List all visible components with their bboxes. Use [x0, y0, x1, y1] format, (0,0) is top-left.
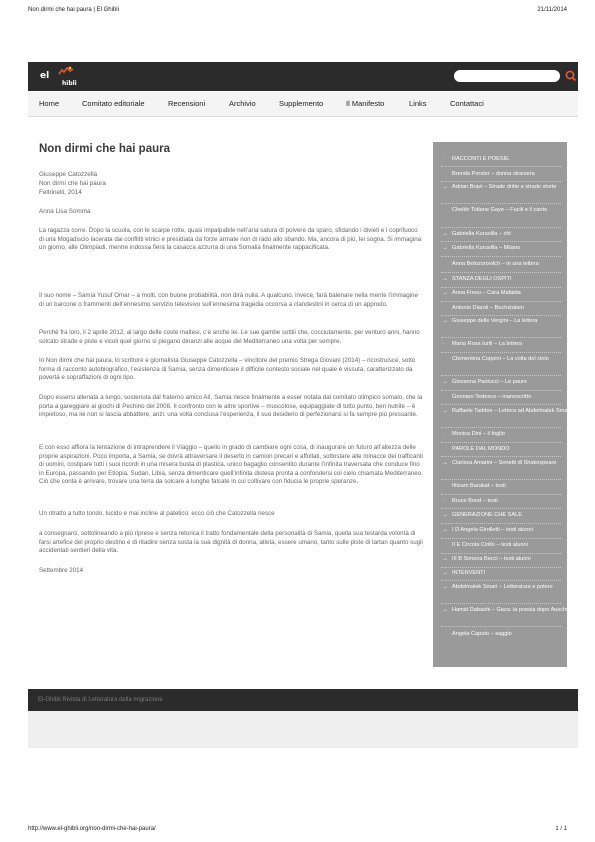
sidebar-item-label: Adrian Bravi – Strade dritte e strade storte: [452, 184, 557, 190]
sidebar-item-label: I D Angela Girolletti – testi alunni: [452, 527, 533, 533]
book-author: Giuseppe Catozzella: [39, 171, 98, 178]
sidebar-item[interactable]: [439, 446, 576, 453]
sidebar-item-label: Angela Caputo – saggio: [452, 631, 512, 637]
book-title: Non dirmi che hai paura: [39, 180, 106, 187]
sidebar-item-label: Bruce Bond – testi: [452, 498, 498, 504]
sidebar-item-label: Clementina Coppini – La volta del cielo: [452, 356, 549, 362]
sidebar-item[interactable]: [439, 379, 576, 386]
sidebar-item-label: II E Circola Cirillo – testi alunni: [452, 542, 528, 548]
sidebar-item-label: PAROLE DAL MONDO: [452, 446, 510, 452]
divider: [441, 166, 561, 167]
arrow-icon: →: [442, 245, 448, 251]
nav-recensioni[interactable]: Recensioni: [168, 99, 206, 108]
article-paragraph: a consegnarci, sottolineando a più riprese e senza retorica il tratto fondamentale della personalità di Samia, quella sua testarda volontà di farsi artefice del proprio destino e di ritadire senza sosta la sua dignità di donna, atleta, essere umano, tanto sulle piste di tartan quanto sugli accidentati sentieri della vita.: [39, 530, 423, 555]
sidebar-item[interactable]: [439, 356, 576, 363]
divider: [441, 375, 561, 376]
divider: [441, 287, 561, 288]
arrow-icon: →: [442, 512, 448, 518]
divider: [441, 567, 561, 568]
article-paragraph: La ragazza corre. Dopo la scuola, con le scarpe rotte, quasi impalpabile nell’aria satura di polvere da sparo, sfidando i divieti e i coprifuoco di una Mogadiscio lacerata dai conflitti etnici e presidiata da forze armate non di rado allo sbando. Ma, ancora di più, lei sogna. Si immagina un giorno, alle Olimpiadi, mentre indossa fiera la casacca azzurra di una Somalia finalmente rappacificata.: [39, 227, 422, 252]
sidebar-item[interactable]: [439, 556, 576, 563]
review-author: Anna Lisa Somma: [39, 208, 91, 215]
site-logo[interactable]: [40, 65, 84, 88]
sidebar-item-label: Anna Belozorovitch – in una lettera: [452, 261, 539, 267]
sidebar-item[interactable]: [439, 231, 576, 238]
bullet-icon: ·: [442, 341, 444, 347]
print-page-number: 1 / 1: [555, 826, 567, 832]
search-icon[interactable]: [564, 69, 578, 83]
sidebar-item[interactable]: [439, 460, 576, 467]
divider: [441, 508, 561, 509]
article-paragraph: In Non dirmi che hai paura, lo scrittore e giornalista Giuseppe Catozzella – vincitore del premio Strega Giovani (2014) – ricostruisce, sotto forma di racconto autobiografico, l’esistenza di Samia, senza dimenticare il difficile contesto sociale nel quale è vissuta, caratterizzato da povertà e sopraffazioni di ogni tipo.: [39, 357, 416, 382]
article-paragraph: Un ritratto a tutto tondo, lucido e mai incline al patetico: ecco ciò che Catozzella riesce: [39, 510, 275, 517]
divider: [441, 442, 561, 443]
book-publisher: Feltrinelli, 2014: [39, 189, 82, 196]
sidebar-item-label: Cheikh Tidiane Gaye – Fucili e il canto: [452, 207, 548, 213]
divider: [441, 427, 561, 428]
divider: [441, 203, 561, 204]
sidebar-item-label: Gennaro Tedesco – manoscritto: [452, 394, 532, 400]
arrow-icon: →: [442, 607, 448, 613]
arrow-icon: →: [442, 527, 448, 533]
sidebar-item[interactable]: [439, 631, 576, 638]
sidebar-item-label: Hamid Dabashi – Gaza: la poesia dopo Auschwitz: [452, 607, 576, 613]
sidebar-item-label: Gabriella Kuruvilla – Milano: [452, 245, 521, 251]
article-paragraph: Perché fra loro, il 2 aprile 2012, al largo delle coste maltesi, c’è anche lei. Le sue gambe sottili che, cocciutamente, per venturo anni, hanno solcato strade e piste e vicoli quel giorno si piegano dinanzi alle acque del Mediterraneo una volta per sempre.: [39, 329, 420, 345]
camel-icon: [58, 66, 74, 76]
footer-text: El-Ghibli Rivista di Letteratura della migrazione: [38, 697, 163, 703]
nav-links[interactable]: Links: [409, 99, 427, 108]
sidebar-item[interactable]: [439, 483, 576, 490]
sidebar-item[interactable]: [439, 542, 576, 549]
sidebar-item-label: Antonio Diaroli – Buchstaben: [452, 305, 525, 311]
sidebar-item[interactable]: [439, 290, 576, 297]
nav-supplemento[interactable]: Supplemento: [279, 99, 324, 108]
sidebar-item[interactable]: [439, 318, 576, 325]
bullet-icon: ·: [442, 431, 444, 437]
sidebar-item-label: STANZA DEGLI OSPITI: [452, 276, 512, 282]
arrow-icon: →: [442, 460, 448, 466]
article-paragraph: Il suo nome – Samia Yusuf Omar – a molti, con buone probabilità, non dirà nulla. A qualcuno, invece, farà balenare nella mente l’immagine di un barcone o frammenti dell’ennesimo servizio televisivo sull’ennesima tragedia occorsa a clandestini in cerca di un approdo.: [39, 292, 418, 308]
main-nav: [28, 92, 578, 117]
divider: [441, 538, 561, 539]
sidebar-item[interactable]: [439, 305, 576, 312]
divider: [441, 456, 561, 457]
sidebar-item[interactable]: [439, 512, 576, 519]
arrow-icon: →: [442, 276, 448, 282]
print-url: http://www.el-ghibli.org/non-dirmi-che-hai-paura/: [28, 826, 156, 832]
divider: [441, 227, 561, 228]
sidebar-item[interactable]: [439, 584, 576, 591]
nav-home[interactable]: Home: [39, 99, 60, 108]
arrow-icon: →: [442, 556, 448, 562]
sidebar-item-label: Clarissa Amarini – Sonetti di Shakespeare: [452, 460, 557, 466]
divider: [441, 241, 561, 242]
article-paragraph: Dopo essersi allenata a lungo, sostenuta dal fraterno amico Alì, Samia riesce finalmente a esser notata dal comitato olimpico somalo, che la porta a gareggiare ai giochi di Pechino del 2008. Il confronto con le altre sportive – muscolose, equipaggiate di tutto punto, ben nutrite – è impietoso, ma lei non si lascia abbattere, anzi: una volta conclusa l’esperienza, il suo desiderio di perfezionarsi si fa sempre più pressante.: [39, 394, 423, 419]
print-header: [0, 0, 595, 16]
sidebar-item-label: Maria Rosa Iurili – La lettera: [452, 341, 522, 347]
logo-text-el: el: [40, 71, 50, 81]
divider: [441, 256, 561, 257]
sidebar-item[interactable]: [439, 394, 576, 401]
divider: [441, 580, 561, 581]
sidebar-item-label: Giovanna Paolucci – Le paure: [452, 379, 527, 385]
sidebar-item-label: RACCONTI E POESIE: [452, 156, 509, 162]
divider: [441, 315, 561, 316]
sidebar-item-label: GENERAZIONE CHE SALE: [452, 512, 522, 518]
sidebar-item[interactable]: [439, 341, 576, 348]
print-title: Non dirmi che hai paura | El Ghibli: [28, 7, 119, 13]
sidebar-item[interactable]: [439, 408, 576, 415]
site-footer: [28, 689, 578, 711]
arrow-icon: →: [442, 584, 448, 590]
divider: [441, 494, 561, 495]
divider: [441, 390, 561, 391]
divider: [441, 301, 561, 302]
divider: [441, 626, 561, 627]
nav-contattaci[interactable]: Contattaci: [450, 99, 484, 108]
logo-text-hibli: hibli: [62, 80, 77, 87]
divider: [441, 479, 561, 480]
sidebar: [433, 142, 576, 667]
page-title: Non dirmi che hai paura: [39, 143, 170, 155]
nav-archivio[interactable]: Archivio: [229, 99, 256, 108]
sidebar-item[interactable]: [439, 171, 576, 178]
arrow-icon: →: [442, 379, 448, 385]
arrow-icon: →: [442, 318, 448, 324]
sidebar-item[interactable]: [439, 261, 576, 268]
divider: [441, 337, 561, 338]
divider: [441, 523, 561, 524]
divider: [441, 553, 561, 554]
divider: [441, 181, 561, 182]
sidebar-item-label: Anna Fresu – Cara Mafalda: [452, 290, 521, 296]
sidebar-item[interactable]: [439, 607, 576, 614]
divider: [441, 352, 561, 353]
sidebar-item[interactable]: [439, 498, 576, 505]
nav-il-manifesto[interactable]: Il Manifesto: [346, 99, 385, 108]
sidebar-item-label: Brenda Porster – donna straniera: [452, 171, 535, 177]
sidebar-item-label: Abdelmalek Smari – Letteratura e potere: [452, 584, 553, 590]
footer-panel: [28, 711, 578, 748]
sidebar-item-label: Ittisam Barakat – testi: [452, 483, 506, 489]
sidebar-item[interactable]: [439, 184, 576, 191]
arrow-icon: →: [442, 408, 448, 414]
sidebar-item[interactable]: [439, 207, 576, 214]
sidebar-item-label: Monica Dini – il foglio: [452, 431, 505, 437]
article-date: Settembre 2014: [39, 567, 84, 574]
sidebar-item[interactable]: [439, 276, 576, 283]
arrow-icon: →: [442, 290, 448, 296]
sidebar-item[interactable]: [439, 527, 576, 534]
sidebar-item-label: Raffaele Taddeo – Lettera ad Abdelmalek Smari: [452, 408, 571, 414]
sidebar-item[interactable]: [439, 570, 576, 577]
article-paragraph: E con esso affiora la tentazione di intraprendere il Viaggio – quello in grado di cambiare ogni cosa, di inaugurare un futuro all’altezza delle proprie aspirazioni. Poco importa, a Samia, se dovrà attraversare il deserto in camion precari e affollati, sottostare alle minacce dei trafficanti di uomini, costipare tutti i suoi ricordi in una misera busta di plastica, unico bagaglio consentito durante l’infinita traversata che conduce fino in Europa, passando per Etiopia, Sudan, Libia, senza dimenticare quell’infinita distesa pronta a confondersi col cielo chiamata Mediterraneo. Ciò che conta è arrivare, trovare una terra da solcare a lunghe falcate in cui coltivare con fiducia le proprie speranze.: [39, 444, 423, 486]
divider: [441, 603, 561, 604]
sidebar-item[interactable]: [439, 245, 576, 252]
sidebar-item[interactable]: [439, 431, 576, 438]
arrow-icon: →: [442, 231, 448, 237]
arrow-icon: →: [442, 184, 448, 190]
divider: [441, 272, 561, 273]
sidebar-item-label: Giuseppe delle Vergini – La lettera: [452, 318, 538, 324]
sidebar-item-label: III B Simona Becci – testi alunni: [452, 556, 531, 562]
sidebar-item-label: INTERVENTI: [452, 570, 486, 576]
divider: [441, 404, 561, 405]
bullet-icon: ·: [442, 156, 444, 162]
site-header: [28, 62, 578, 91]
sidebar-item-label: Gabriella Kuruvilla – chi: [452, 231, 511, 237]
nav-comitato-editoriale[interactable]: Comitato editoriale: [82, 99, 145, 108]
bullet-icon: ·: [442, 498, 444, 504]
sidebar-item[interactable]: [439, 156, 576, 163]
print-date: 21/11/2014: [537, 7, 567, 13]
arrow-icon: →: [442, 570, 448, 576]
search-input[interactable]: [454, 70, 560, 82]
